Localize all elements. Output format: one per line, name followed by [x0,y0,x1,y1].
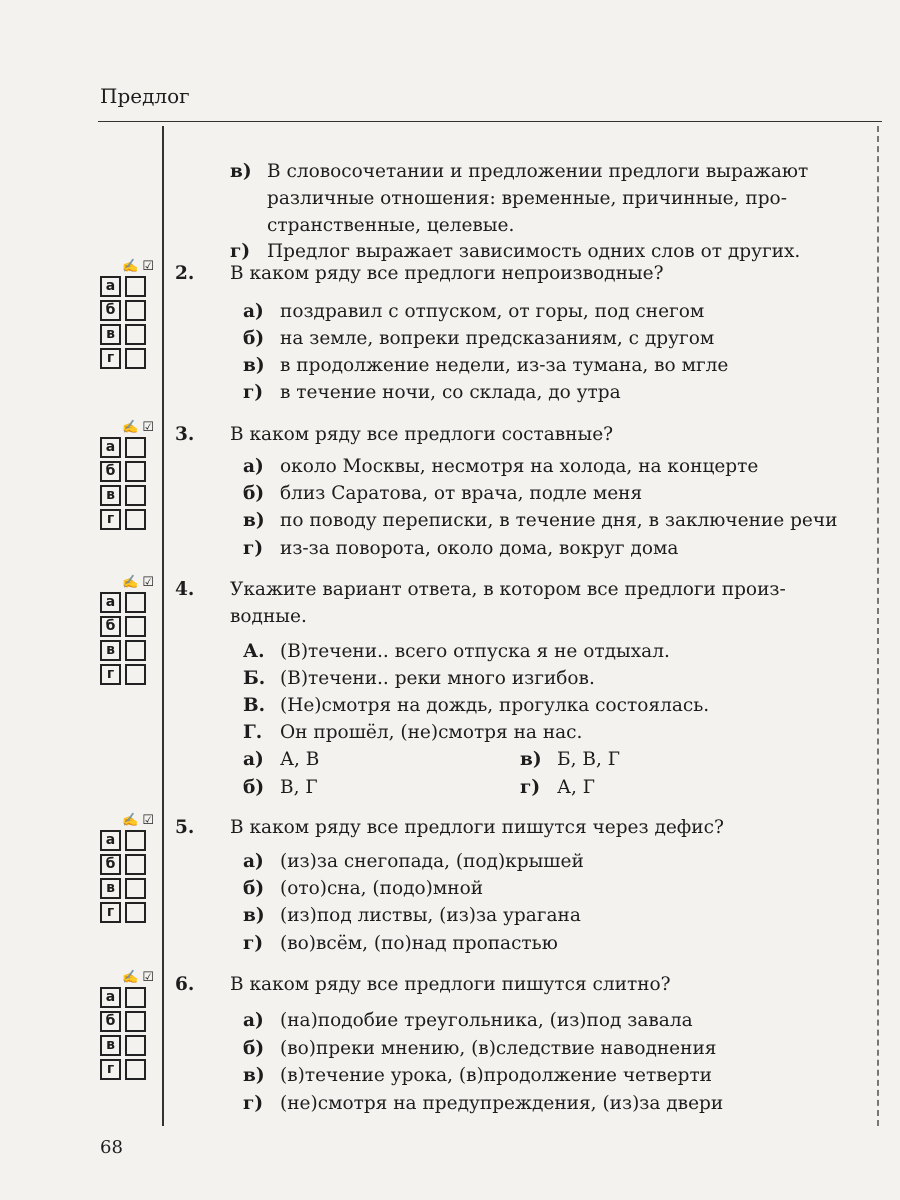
option-text: В, Г [280,777,318,798]
option-label: б) [243,483,265,504]
option-label: а) [243,1010,264,1031]
answer-letter: в [100,1035,121,1056]
answer-letter: г [100,1059,121,1080]
option-text: (ото)сна, (подо)мной [280,878,484,899]
answer-checkbox-г[interactable] [125,902,146,923]
answer-letter: а [100,592,121,613]
option-text: А, Г [557,777,596,798]
answer-checkbox-б[interactable] [125,461,146,482]
pencil-icon: ✍ [122,259,139,274]
answer-grid [100,574,154,688]
answer-checkbox-в[interactable] [125,640,146,661]
question-number: 6. [175,974,195,995]
option-label: Б. [243,668,266,689]
answer-letter: в [100,640,121,661]
option-text: (из)за снегопада, (под)крышей [280,851,584,872]
answer-grid [100,419,154,533]
answer-letter: б [100,854,121,875]
option-text: (на)подобие треугольника, (из)под завала [280,1010,693,1031]
sentence-text: (В)течени.. всего отпуска я не отдыхал. [280,641,670,662]
option-text: по поводу переписки, в течение дня, в заключение речи [280,510,838,531]
option-text: поздравил с отпуском, от горы, под снегом [280,301,705,322]
option-label: г) [243,382,264,403]
answer-checkbox-г[interactable] [125,509,146,530]
answer-checkbox-г[interactable] [125,1059,146,1080]
option-text: (во)преки мнению, (в)следствие наводнения [280,1038,717,1059]
option-label: Г. [243,722,263,743]
answer-checkbox-в[interactable] [125,485,146,506]
option-text: странственные, целевые. [267,215,515,236]
option-label: А. [243,641,265,662]
pencil-icon: ✍ [122,813,139,828]
option-label: в) [230,161,252,182]
cut-line [877,126,879,1126]
answer-letter: в [100,878,121,899]
question-text: Укажите вариант ответа, в котором все предлоги произ- [230,579,786,600]
answer-grid [100,969,154,1083]
checkbox-icon: ☑ [142,575,154,590]
checkbox-icon: ☑ [142,813,154,828]
section-title: Предлог [100,84,190,108]
option-text: (не)смотря на предупреждения, (из)за двери [280,1093,724,1114]
question-text: водные. [230,606,307,627]
option-label: г) [230,241,251,262]
question-text: В каком ряду все предлоги пишутся через дефис? [230,817,724,838]
option-text: Предлог выражает зависимость одних слов от других. [267,241,801,262]
answer-checkbox-а[interactable] [125,987,146,1008]
answer-letter: г [100,902,121,923]
option-label: г) [243,933,264,954]
pencil-icon: ✍ [122,420,139,435]
question-number: 2. [175,263,195,284]
answer-letter: а [100,830,121,851]
answer-letter: в [100,324,121,345]
answer-letter: а [100,987,121,1008]
option-label: г) [243,1093,264,1114]
header-rule [98,121,882,122]
option-label: в) [243,510,265,531]
pencil-icon: ✍ [122,575,139,590]
question-number: 4. [175,579,195,600]
answer-letter: б [100,1011,121,1032]
question-number: 5. [175,817,195,838]
option-text: из-за поворота, около дома, вокруг дома [280,538,679,559]
option-label: в) [243,1065,265,1086]
option-label: а) [243,456,264,477]
question-text: В каком ряду все предлоги непроизводные? [230,263,664,284]
answer-checkbox-а[interactable] [125,592,146,613]
option-label: в) [243,355,265,376]
option-text: Б, В, Г [557,749,620,770]
answer-checkbox-а[interactable] [125,437,146,458]
answer-checkbox-г[interactable] [125,348,146,369]
sentence-text: Он прошёл, (не)смотря на нас. [280,722,583,743]
answer-checkbox-б[interactable] [125,854,146,875]
answer-checkbox-б[interactable] [125,616,146,637]
answer-letter: б [100,461,121,482]
question-text: В каком ряду все предлоги пишутся слитно? [230,974,671,995]
option-text: различные отношения: временные, причинные, про- [267,188,787,209]
option-text: В словосочетании и предложении предлоги выражают [267,161,809,182]
option-label: г) [243,538,264,559]
option-text: (в)течение урока, (в)продолжение четверти [280,1065,713,1086]
answer-checkbox-б[interactable] [125,300,146,321]
page-number: 68 [100,1137,123,1158]
answer-grid [100,812,154,926]
option-label: а) [243,301,264,322]
option-label: б) [243,328,265,349]
answer-letter: г [100,664,121,685]
answer-letter: а [100,276,121,297]
answer-letter: б [100,616,121,637]
option-label: г) [520,777,541,798]
option-text: в продолжение недели, из-за тумана, во мгле [280,355,729,376]
option-text: (из)под листвы, (из)за урагана [280,905,581,926]
option-text: в течение ночи, со склада, до утра [280,382,621,403]
answer-checkbox-б[interactable] [125,1011,146,1032]
sentence-text: (Не)смотря на дождь, прогулка состоялась. [280,695,710,716]
answer-checkbox-а[interactable] [125,830,146,851]
answer-letter: г [100,348,121,369]
question-text: В каком ряду все предлоги составные? [230,424,614,445]
option-label: б) [243,1038,265,1059]
answer-checkbox-в[interactable] [125,324,146,345]
option-label: а) [243,749,264,770]
answer-letter: г [100,509,121,530]
option-label: б) [243,878,265,899]
option-text: А, В [280,749,320,770]
checkbox-icon: ☑ [142,970,154,985]
option-text: близ Саратова, от врача, подле меня [280,483,643,504]
answer-checkbox-а[interactable] [125,276,146,297]
checkbox-icon: ☑ [142,420,154,435]
answer-checkbox-г[interactable] [125,664,146,685]
answer-letter: в [100,485,121,506]
checkbox-icon: ☑ [142,259,154,274]
option-label: б) [243,777,265,798]
pencil-icon: ✍ [122,970,139,985]
answer-checkbox-в[interactable] [125,1035,146,1056]
margin-divider [162,126,164,1126]
option-label: в) [243,905,265,926]
question-number: 3. [175,424,195,445]
option-label: в) [520,749,542,770]
option-text: на земле, вопреки предсказаниям, с другом [280,328,715,349]
answer-grid [100,258,154,372]
sentence-text: (В)течени.. реки много изгибов. [280,668,595,689]
answer-letter: б [100,300,121,321]
option-text: (во)всём, (по)над пропастью [280,933,558,954]
option-label: а) [243,851,264,872]
option-text: около Москвы, несмотря на холода, на концерте [280,456,759,477]
option-label: В. [243,695,266,716]
answer-checkbox-в[interactable] [125,878,146,899]
answer-letter: а [100,437,121,458]
